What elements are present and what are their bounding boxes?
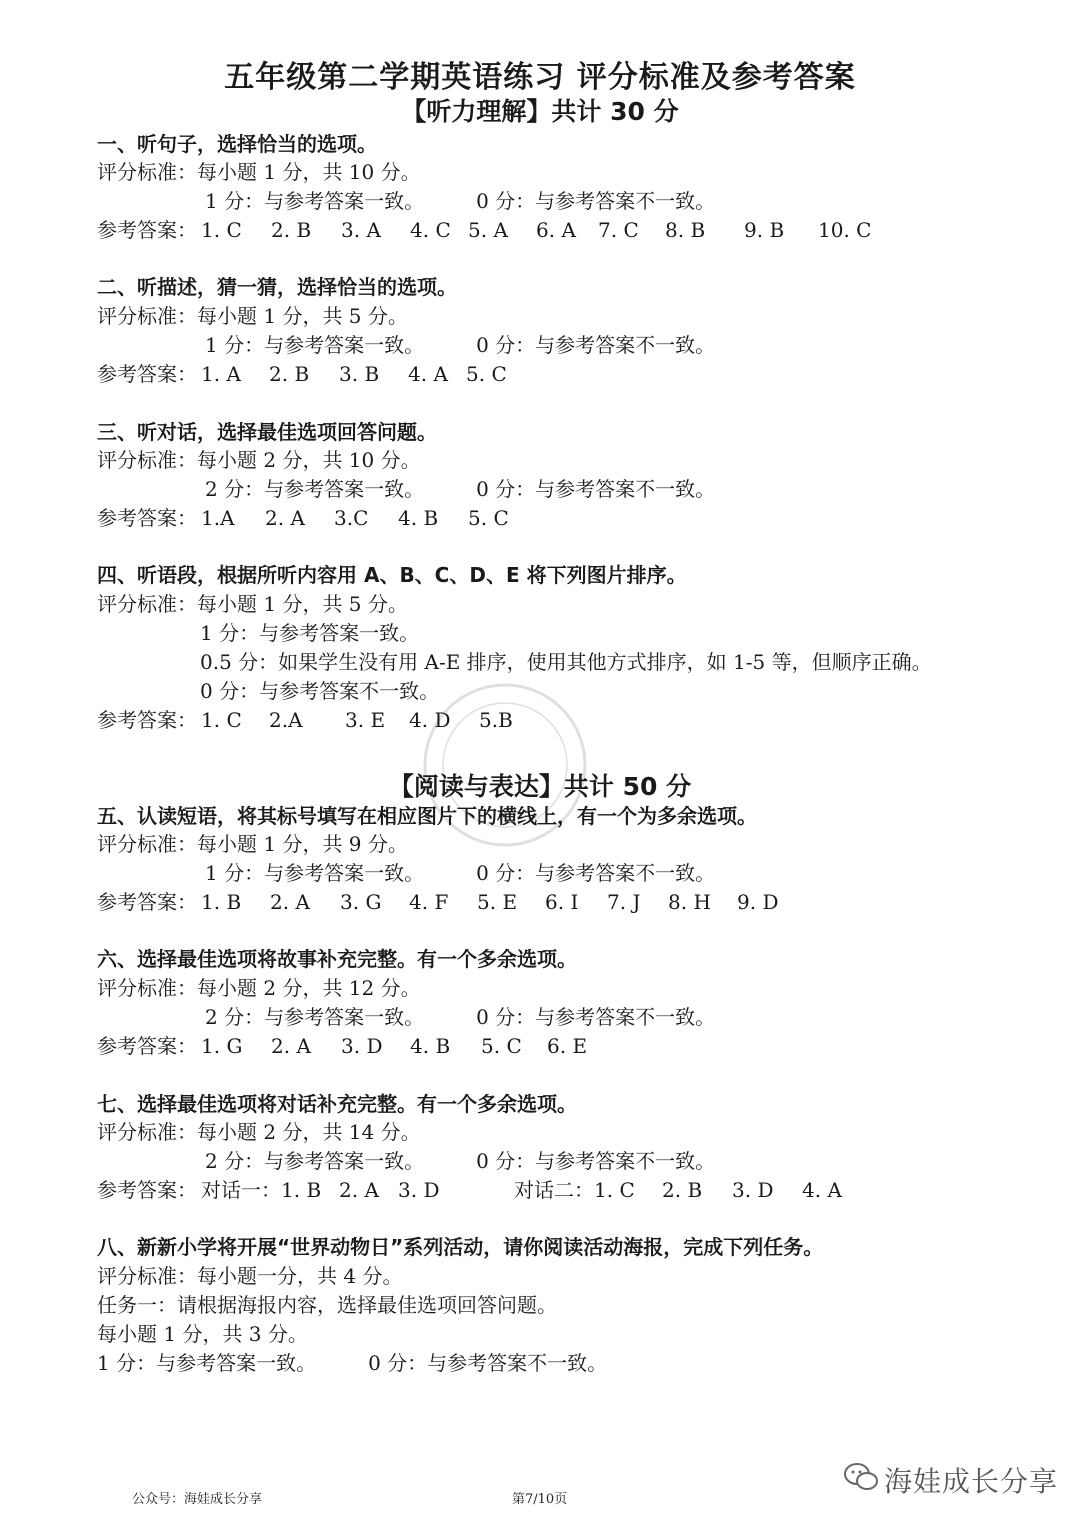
sec7-dialog1-answer: 2. A xyxy=(339,1178,379,1202)
sec5-answer: 6. I xyxy=(545,890,579,914)
sec2-heading: 二、听描述，猜一猜，选择恰当的选项。 xyxy=(97,275,457,299)
sec3-zero: 0 分：与参考答案不一致。 xyxy=(476,477,716,501)
sec1-heading: 一、听句子，选择恰当的选项。 xyxy=(97,132,377,156)
sec5-heading: 五、认读短语，将其标号填写在相应图片下的横线上，有一个为多余选项。 xyxy=(97,804,757,828)
watermark-text: 海娃成长分享 xyxy=(884,1465,1059,1498)
sec1-answer: 1. C xyxy=(201,218,242,242)
sec7-dialog2-answer: 3. D xyxy=(732,1178,774,1202)
sec6-answer: 3. D xyxy=(341,1034,383,1058)
sec5-answer: 4. F xyxy=(409,890,449,914)
sec4-zero: 0 分：与参考答案不一致。 xyxy=(200,679,440,703)
sec4-criteria: 评分标准：每小题 1 分，共 5 分。 xyxy=(97,592,408,616)
sec4-full: 1 分：与参考答案一致。 xyxy=(200,621,420,645)
sec7-dialog1-answer: 1. B xyxy=(281,1178,322,1202)
sec7-dialog1-label: 对话一： xyxy=(201,1178,281,1202)
sec6-answer: 4. B xyxy=(410,1034,451,1058)
sec3-full: 2 分：与参考答案一致。 xyxy=(205,477,425,501)
sec8-task1-score: 每小题 1 分，共 3 分。 xyxy=(97,1322,308,1346)
sec4-answer: 4. D xyxy=(409,708,451,732)
sec4-half: 0.5 分：如果学生没有用 A-E 排序，使用其他方式排序，如 1-5 等，但顺序正确。 xyxy=(200,650,932,674)
sec1-answer: 9. B xyxy=(744,218,785,242)
sec3-answer: 1.A xyxy=(201,506,235,530)
sec2-answer: 4. A xyxy=(408,362,448,386)
sec8-heading: 八、新新小学将开展“世界动物日”系列活动，请你阅读活动海报，完成下列任务。 xyxy=(97,1235,824,1259)
part1-heading: 【听力理解】共计 30 分 xyxy=(401,97,679,126)
sec5-answer: 3. G xyxy=(340,890,382,914)
sec3-answer: 5. C xyxy=(468,506,509,530)
sec4-heading: 四、听语段，根据所听内容用 A、B、C、D、E 将下列图片排序。 xyxy=(97,563,687,587)
sec3-heading: 三、听对话，选择最佳选项回答问题。 xyxy=(97,420,437,444)
sec2-answer: 2. B xyxy=(269,362,310,386)
sec7-dialog2-label: 对话二： xyxy=(514,1178,594,1202)
sec1-answers xyxy=(97,216,871,244)
sec2-zero: 0 分：与参考答案不一致。 xyxy=(476,333,716,357)
sec7-dialog2-answer: 2. B xyxy=(662,1178,703,1202)
sec7-answer-label: 参考答案： xyxy=(97,1178,197,1202)
page-title: 五年级第二学期英语练习 评分标准及参考答案 xyxy=(224,60,856,95)
sec3-answers xyxy=(97,504,509,532)
sec1-answer: 6. A xyxy=(536,218,576,242)
sec1-full: 1 分：与参考答案一致。 xyxy=(205,189,425,213)
sec7-criteria: 评分标准：每小题 2 分，共 14 分。 xyxy=(97,1120,421,1144)
sec7-answers xyxy=(97,1176,842,1204)
sec2-answer: 3. B xyxy=(339,362,380,386)
sec1-answer: 4. C xyxy=(410,218,451,242)
sec1-answer: 10. C xyxy=(818,218,872,242)
sec1-answer: 5. A xyxy=(468,218,508,242)
sec5-answer: 9. D xyxy=(737,890,779,914)
sec1-criteria: 评分标准：每小题 1 分，共 10 分。 xyxy=(97,160,421,184)
sec1-answer: 7. C xyxy=(598,218,639,242)
sec5-full: 1 分：与参考答案一致。 xyxy=(205,861,425,885)
sec3-answer: 4. B xyxy=(398,506,439,530)
sec3-answer-label: 参考答案： xyxy=(97,506,197,530)
sec5-answer: 5. E xyxy=(477,890,518,914)
sec8-scores xyxy=(97,1349,607,1377)
sec5-answer: 8. H xyxy=(668,890,711,914)
sec2-answers xyxy=(97,360,507,388)
sec6-criteria: 评分标准：每小题 2 分，共 12 分。 xyxy=(97,976,421,1000)
sec3-scores xyxy=(205,475,715,503)
sec2-answer: 1. A xyxy=(201,362,241,386)
sec4-answer-label: 参考答案： xyxy=(97,708,197,732)
sec1-answer-label: 参考答案： xyxy=(97,218,197,242)
sec5-scores xyxy=(205,859,715,887)
sec6-full: 2 分：与参考答案一致。 xyxy=(205,1005,425,1029)
sec7-zero: 0 分：与参考答案不一致。 xyxy=(476,1149,716,1173)
sec2-criteria: 评分标准：每小题 1 分，共 5 分。 xyxy=(97,304,408,328)
sec6-answer: 1. G xyxy=(201,1034,243,1058)
sec5-answers xyxy=(97,888,778,916)
sec7-dialog2-answer: 4. A xyxy=(802,1178,842,1202)
sec8-zero: 0 分：与参考答案不一致。 xyxy=(368,1351,608,1375)
sec6-answers xyxy=(97,1032,587,1060)
sec2-answer: 5. C xyxy=(466,362,507,386)
footer-account: 公众号：海娃成长分享 xyxy=(132,1492,263,1507)
sec3-answer: 3.C xyxy=(334,506,369,530)
sec6-answer: 5. C xyxy=(481,1034,522,1058)
sec4-answer: 2.A xyxy=(269,708,303,732)
part2-heading: 【阅读与表达】共计 50 分 xyxy=(388,772,692,801)
sec6-answer: 2. A xyxy=(271,1034,311,1058)
sec1-answer: 2. B xyxy=(271,218,312,242)
sec8-full: 1 分：与参考答案一致。 xyxy=(97,1351,317,1375)
sec1-scores xyxy=(205,187,715,215)
sec1-zero: 0 分：与参考答案不一致。 xyxy=(476,189,716,213)
sec4-answer: 1. C xyxy=(201,708,242,732)
sec6-answer: 6. E xyxy=(547,1034,588,1058)
sec3-answer: 2. A xyxy=(265,506,305,530)
sec5-answer: 7. J xyxy=(607,890,641,914)
sec5-criteria: 评分标准：每小题 1 分，共 9 分。 xyxy=(97,832,408,856)
sec7-dialog2-answer: 1. C xyxy=(594,1178,635,1202)
sec6-heading: 六、选择最佳选项将故事补充完整。有一个多余选项。 xyxy=(97,947,577,971)
sec4-answers xyxy=(97,706,513,734)
sec5-answer: 1. B xyxy=(201,890,242,914)
sec7-heading: 七、选择最佳选项将对话补充完整。有一个多余选项。 xyxy=(97,1092,577,1116)
wechat-logo-icon xyxy=(843,1462,879,1492)
sec2-answer-label: 参考答案： xyxy=(97,362,197,386)
sec8-task1: 任务一：请根据海报内容，选择最佳选项回答问题。 xyxy=(97,1293,557,1317)
sec2-full: 1 分：与参考答案一致。 xyxy=(205,333,425,357)
sec4-answer: 5.B xyxy=(479,708,513,732)
sec7-dialog1-answer: 3. D xyxy=(398,1178,440,1202)
sec6-scores xyxy=(205,1003,715,1031)
sec7-full: 2 分：与参考答案一致。 xyxy=(205,1149,425,1173)
sec6-answer-label: 参考答案： xyxy=(97,1034,197,1058)
sec3-criteria: 评分标准：每小题 2 分，共 10 分。 xyxy=(97,448,421,472)
sec4-answer: 3. E xyxy=(345,708,386,732)
sec8-criteria: 评分标准：每小题一分，共 4 分。 xyxy=(97,1264,403,1288)
footer-page-number: 第7/10页 xyxy=(512,1492,568,1507)
sec5-answer-label: 参考答案： xyxy=(97,890,197,914)
sec2-scores xyxy=(205,331,715,359)
sec1-answer: 3. A xyxy=(341,218,381,242)
sec5-answer: 2. A xyxy=(270,890,310,914)
sec6-zero: 0 分：与参考答案不一致。 xyxy=(476,1005,716,1029)
sec5-zero: 0 分：与参考答案不一致。 xyxy=(476,861,716,885)
sec1-answer: 8. B xyxy=(665,218,706,242)
sec7-scores xyxy=(205,1147,715,1175)
